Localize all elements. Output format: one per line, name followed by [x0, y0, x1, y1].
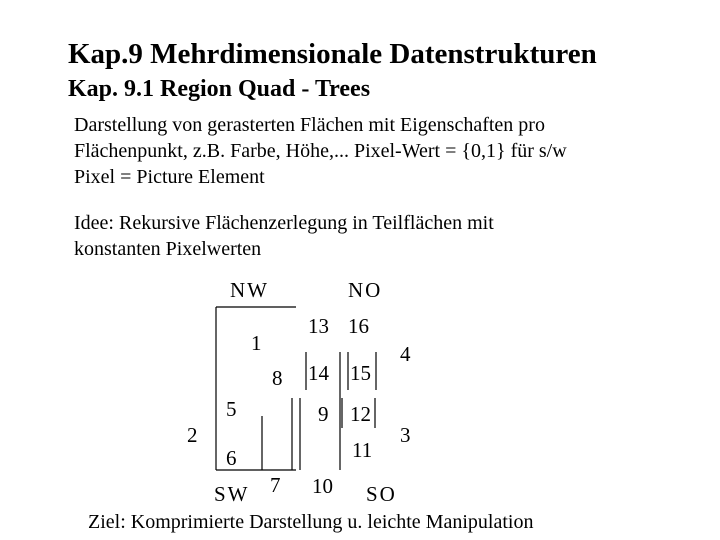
goal-statement [88, 511, 533, 534]
region-label-2: 2 [187, 423, 198, 447]
region-label-12: 12 [350, 402, 371, 426]
goal-text: : Komprimierte Darstellung u. leichte Manipulation [120, 511, 534, 533]
region-label-8: 8 [272, 366, 283, 390]
intro-line-2: Flächenpunkt, z.B. Farbe, Höhe,... Pixel-Wert = {0,1} für s/w [74, 140, 567, 162]
region-label-1: 1 [251, 331, 262, 355]
idea-label: Idee [74, 212, 109, 234]
region-label-4: 4 [400, 342, 411, 366]
region-label-5: 5 [226, 397, 237, 421]
goal-label: Ziel [88, 511, 121, 533]
quadrant-label-no: NO [348, 278, 383, 302]
region-label-13: 13 [308, 314, 329, 338]
region-label-10: 10 [312, 474, 333, 498]
region-label-6: 6 [226, 446, 237, 470]
region-label-11: 11 [352, 438, 373, 462]
region-label-9: 9 [318, 402, 329, 426]
quadrant-label-sw: SW [214, 482, 250, 506]
region-label-3: 3 [400, 423, 411, 447]
quadrant-label-so: SO [366, 482, 397, 506]
idea-line-2: konstanten Pixelwerten [74, 238, 262, 260]
intro-line-3: Pixel = Picture Element [74, 166, 265, 188]
region-label-16: 16 [348, 314, 369, 338]
region-label-7: 7 [270, 473, 281, 497]
quadrant-label-nw: NW [230, 278, 269, 302]
region-label-15: 15 [350, 361, 371, 385]
intro-line-1: Darstellung von gerasterten Flächen mit Eigenschaften pro [74, 114, 545, 136]
slide-subtitle: Kap. 9.1 Region Quad - Trees [68, 76, 371, 102]
region-label-14: 14 [308, 361, 329, 385]
idea-text-1: : Rekursive Flächenzerlegung in Teilflächen mit [108, 212, 494, 234]
slide-title: Kap.9 Mehrdimensionale Datenstrukturen [68, 38, 597, 70]
